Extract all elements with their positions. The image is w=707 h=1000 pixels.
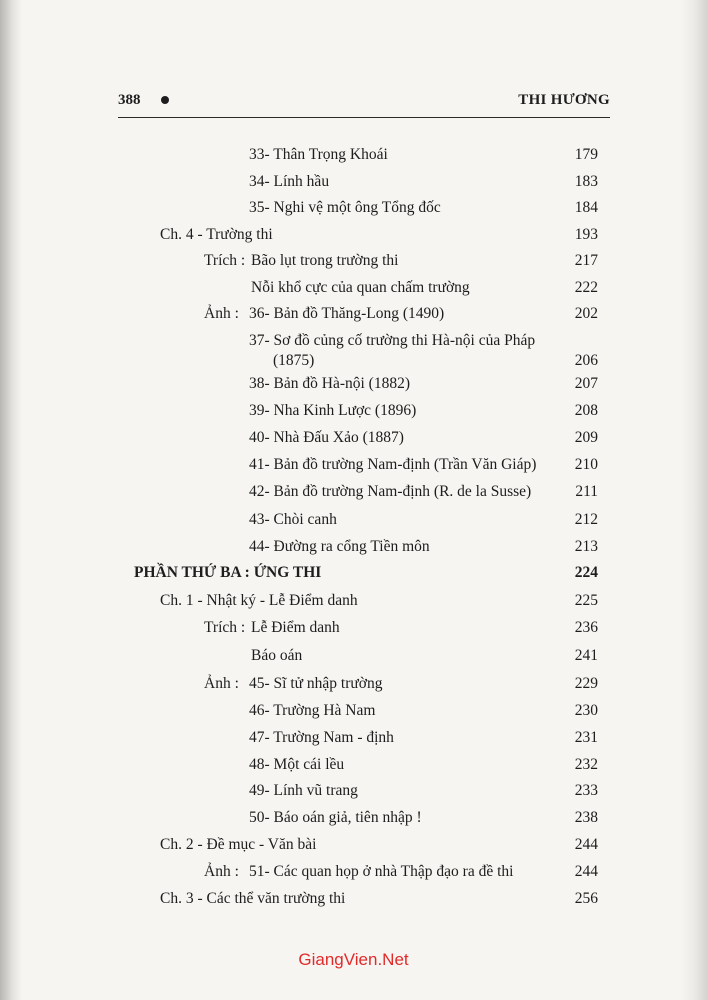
- entry-title: 37- Sơ đồ củng cố trường thi Hà-nội của Pháp: [249, 332, 536, 349]
- entry-title: 39- Nha Kinh Lược (1896): [249, 402, 417, 419]
- entry-page: 225: [574, 592, 598, 609]
- page-number: 388: [118, 92, 141, 108]
- entry-title: 38- Bản đồ Hà-nội (1882): [249, 375, 410, 392]
- entry-page: 230: [574, 702, 598, 719]
- chapter-title: Ch. 1 - Nhật ký - Lễ Điểm danh: [160, 592, 358, 609]
- entry-title: Báo oán: [251, 647, 303, 664]
- entry-prefix: Ảnh :: [204, 305, 239, 322]
- page-edge-left: [0, 0, 22, 1000]
- entry-page: 212: [574, 511, 598, 528]
- header-rule: [118, 117, 610, 118]
- entry-title: Nỗi khổ cực của quan chấm trường: [251, 279, 470, 296]
- page-header: [118, 92, 610, 114]
- entry-page: 211: [575, 483, 598, 500]
- entry-prefix: Trích :: [204, 619, 246, 636]
- entry-title: 41- Bản đồ trường Nam-định (Trần Văn Giáp): [249, 456, 537, 473]
- entry-title: 46- Trường Hà Nam: [249, 702, 376, 719]
- chapter-title: Ch. 4 - Trường thi: [160, 226, 273, 243]
- entry-title-continued: (1875): [273, 352, 315, 369]
- entry-prefix: Ảnh :: [204, 863, 239, 880]
- entry-page: 217: [574, 252, 598, 269]
- chapter-title: Ch. 2 - Đề mục - Văn bài: [160, 836, 317, 853]
- entry-title: 40- Nhà Đấu Xảo (1887): [249, 429, 404, 446]
- entry-title: 47- Trường Nam - định: [249, 729, 394, 746]
- watermark: GiangVien.Net: [298, 950, 409, 969]
- entry-title: 48- Một cái lều: [249, 756, 345, 773]
- entry-page: 244: [574, 836, 598, 853]
- entry-page: 210: [574, 456, 598, 473]
- entry-page: 231: [574, 729, 598, 746]
- entry-page: 202: [574, 305, 598, 322]
- entry-page: 207: [574, 375, 598, 392]
- entry-title: 51- Các quan họp ở nhà Thập đạo ra đề thi: [249, 863, 514, 880]
- entry-title: Bão lụt trong trường thi: [251, 252, 399, 269]
- entry-title: 44- Đường ra cổng Tiền môn: [249, 538, 430, 555]
- entry-title: 49- Lính vũ trang: [249, 782, 358, 799]
- entry-page: 206: [574, 352, 598, 369]
- entry-page: 233: [574, 782, 598, 799]
- entry-page: 209: [574, 429, 598, 446]
- bullet-dot-icon: [161, 96, 169, 104]
- entry-title: 36- Bản đồ Thăng-Long (1490): [249, 305, 445, 322]
- entry-page: 232: [574, 756, 598, 773]
- entry-page: 256: [574, 890, 598, 907]
- entry-page: 184: [574, 199, 598, 216]
- entry-title: 43- Chòi canh: [249, 511, 337, 528]
- part-title: PHẦN THỨ BA : ỨNG THI: [134, 564, 322, 581]
- entry-page: 224: [574, 564, 598, 581]
- entry-title: 35- Nghi vệ một ông Tổng đốc: [249, 199, 441, 216]
- entry-page: 222: [574, 279, 598, 296]
- entry-page: 193: [574, 226, 598, 243]
- entry-title: 33- Thân Trọng Khoái: [249, 146, 388, 163]
- page-edge-right: [681, 0, 707, 1000]
- chapter-title: Ch. 3 - Các thể văn trường thi: [160, 890, 346, 907]
- entry-title: 45- Sĩ tử nhập trường: [249, 675, 383, 692]
- entry-page: 229: [574, 675, 598, 692]
- entry-page: 238: [574, 809, 598, 826]
- entry-title: Lễ Điểm danh: [251, 619, 340, 636]
- running-title: THI HƯƠNG: [518, 92, 610, 108]
- entry-title: 42- Bản đồ trường Nam-định (R. de la Susse): [249, 483, 532, 500]
- entry-page: 183: [574, 173, 598, 190]
- entry-page: 213: [574, 538, 598, 555]
- entry-page: 241: [574, 647, 598, 664]
- entry-title: 50- Báo oán giả, tiên nhập !: [249, 809, 422, 826]
- entry-title: 34- Lính hầu: [249, 173, 330, 190]
- entry-page: 208: [574, 402, 598, 419]
- entry-prefix: Ảnh :: [204, 675, 239, 692]
- entry-page: 244: [574, 863, 598, 880]
- entry-page: 179: [574, 146, 598, 163]
- entry-prefix: Trích :: [204, 252, 246, 269]
- entry-page: 236: [574, 619, 598, 636]
